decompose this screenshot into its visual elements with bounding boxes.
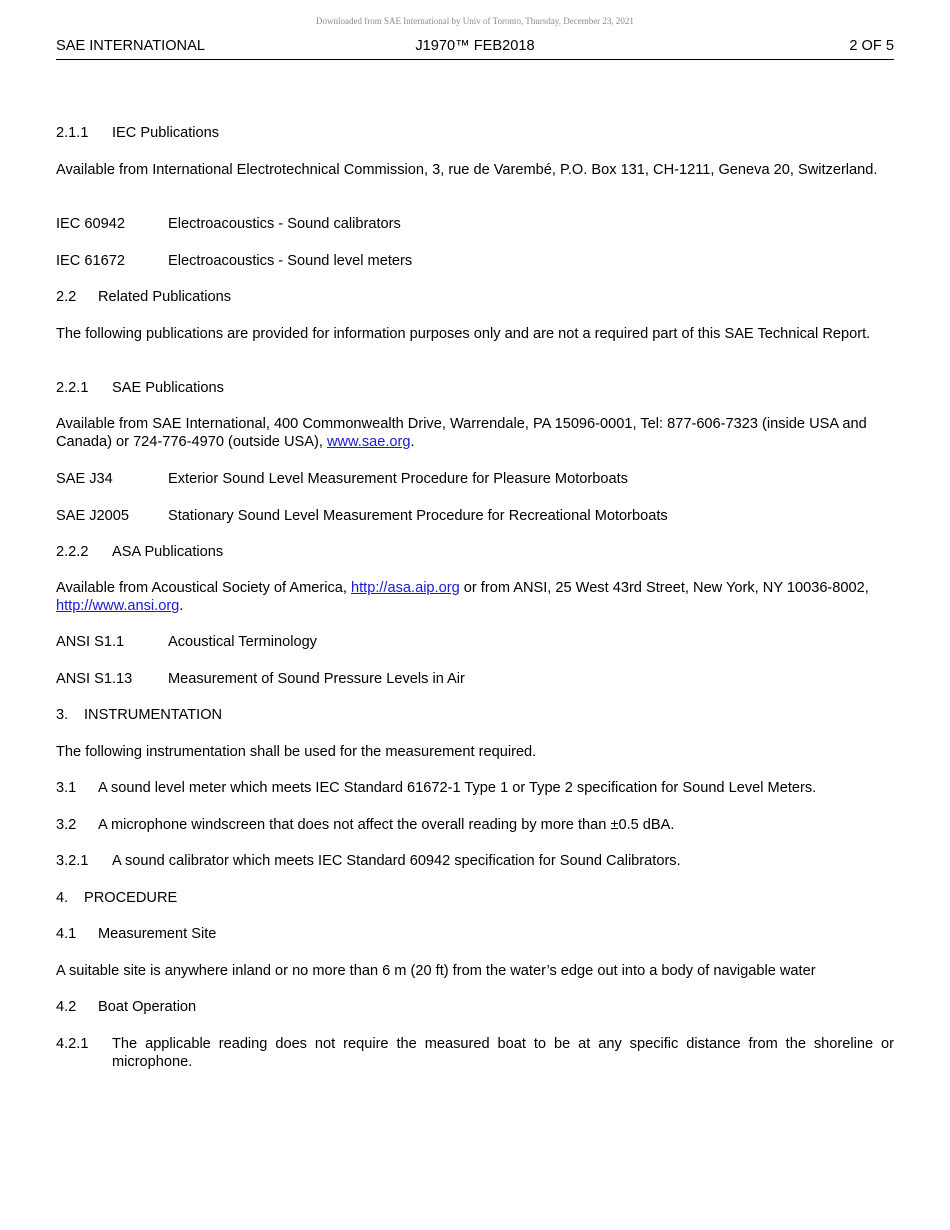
clause-number: 3.2 — [56, 817, 77, 833]
section-number: 2.1.1 — [56, 125, 89, 141]
section-2-2-2-heading — [56, 543, 894, 561]
reference-title: Electroacoustics - Sound calibrators — [168, 216, 401, 232]
reference-title: Exterior Sound Level Measurement Procedure for Pleasure Motorboats — [168, 471, 628, 487]
section-number: 4. — [56, 890, 69, 906]
reference-code: IEC 60942 — [56, 216, 125, 232]
paragraph-text: . — [410, 434, 415, 450]
section-number: 4.2 — [56, 999, 77, 1015]
paragraph-text: or from ANSI, 25 West 43rd Street, New York, NY 10036-8002, — [459, 580, 869, 596]
sae-website-link[interactable]: www.sae.org — [326, 434, 411, 450]
reference-title: Acoustical Terminology — [168, 634, 317, 650]
iec-availability-paragraph: Available from International Electrotechnical Commission, 3, rue de Varembé, P.O. Box 131, CH-1211, Geneva 20, Switzerland. — [56, 162, 878, 178]
reference-row — [56, 252, 894, 270]
section-title: ASA Publications — [112, 544, 224, 560]
page-header — [56, 38, 894, 60]
section-title: Related Publications — [98, 289, 232, 305]
section-4-heading — [56, 889, 894, 907]
measurement-site-paragraph: A suitable site is anywhere inland or no more than 6 m (20 ft) from the water’s edge out into a body of navigable water — [56, 963, 816, 979]
related-publications-paragraph: The following publications are provided for information purposes only and are not a required part of this SAE Technical Report. — [56, 326, 871, 342]
reference-code: IEC 61672 — [56, 253, 125, 269]
reference-title: Measurement of Sound Pressure Levels in Air — [168, 671, 465, 687]
reference-row — [56, 507, 894, 525]
section-title: INSTRUMENTATION — [84, 707, 223, 723]
reference-row — [56, 670, 894, 688]
sae-availability-paragraph — [56, 415, 894, 451]
section-title: Measurement Site — [98, 926, 217, 942]
section-2-2-heading — [56, 288, 894, 306]
section-title: PROCEDURE — [84, 890, 178, 906]
clause-number: 3.2.1 — [56, 853, 89, 869]
clause-number: 3.1 — [56, 780, 77, 796]
section-number: 4.1 — [56, 926, 77, 942]
paragraph-text: Available from Acoustical Society of America, — [56, 580, 351, 596]
clause-3-1 — [56, 779, 894, 797]
section-2-1-1-heading — [56, 124, 894, 142]
asa-availability-paragraph — [56, 579, 894, 615]
clause-number: 4.2.1 — [56, 1036, 89, 1052]
header-page-number: 2 OF 5 — [849, 38, 894, 54]
clause-3-2-1 — [56, 852, 894, 870]
section-number: 2.2 — [56, 289, 77, 305]
clause-4-2-1 — [56, 1035, 894, 1071]
reference-row — [56, 215, 894, 233]
clause-text: A microphone windscreen that does not affect the overall reading by more than ±0.5 dBA. — [98, 817, 675, 833]
paragraph-text: . — [179, 598, 184, 614]
section-4-2-heading — [56, 998, 894, 1016]
paragraph-text: Available from SAE International, 400 Commonwealth Drive, Warrendale, PA 15096-0001, Tel: 877-606-7323 (inside USA and Canada) or 724-776-4970 (outside USA), — [56, 416, 867, 450]
section-3-heading — [56, 706, 894, 724]
reference-code: ANSI S1.13 — [56, 671, 133, 687]
header-organization: SAE INTERNATIONAL — [56, 38, 205, 54]
section-4-1-heading — [56, 925, 894, 943]
section-number: 3. — [56, 707, 69, 723]
clause-text: A sound calibrator which meets IEC Standard 60942 specification for Sound Calibrators. — [112, 853, 681, 869]
reference-title: Stationary Sound Level Measurement Procedure for Recreational Motorboats — [168, 508, 668, 524]
clause-3-2 — [56, 816, 894, 834]
header-document-id: J1970™ FEB2018 — [415, 38, 535, 54]
reference-code: SAE J2005 — [56, 508, 130, 524]
instrumentation-paragraph: The following instrumentation shall be used for the measurement required. — [56, 744, 537, 760]
download-watermark: Downloaded from SAE International by Univ of Toronto, Thursday, December 23, 2021 — [316, 16, 634, 26]
reference-code: SAE J34 — [56, 471, 113, 487]
reference-code: ANSI S1.1 — [56, 634, 125, 650]
section-title: IEC Publications — [112, 125, 220, 141]
section-number: 2.2.1 — [56, 380, 89, 396]
section-number: 2.2.2 — [56, 544, 89, 560]
clause-text: A sound level meter which meets IEC Standard 61672-1 Type 1 or Type 2 specification for Sound Level Meters. — [98, 780, 817, 796]
reference-title: Electroacoustics - Sound level meters — [168, 253, 413, 269]
section-title: SAE Publications — [112, 380, 224, 396]
clause-text: The applicable reading does not require the measured boat to be at any specific distance from the shoreline or microphone. — [112, 1036, 894, 1070]
reference-row — [56, 470, 894, 488]
section-2-2-1-heading — [56, 379, 894, 397]
ansi-website-link[interactable]: http://www.ansi.org — [56, 598, 180, 614]
reference-row — [56, 633, 894, 651]
asa-website-link[interactable]: http://asa.aip.org — [350, 580, 460, 596]
section-title: Boat Operation — [98, 999, 197, 1015]
